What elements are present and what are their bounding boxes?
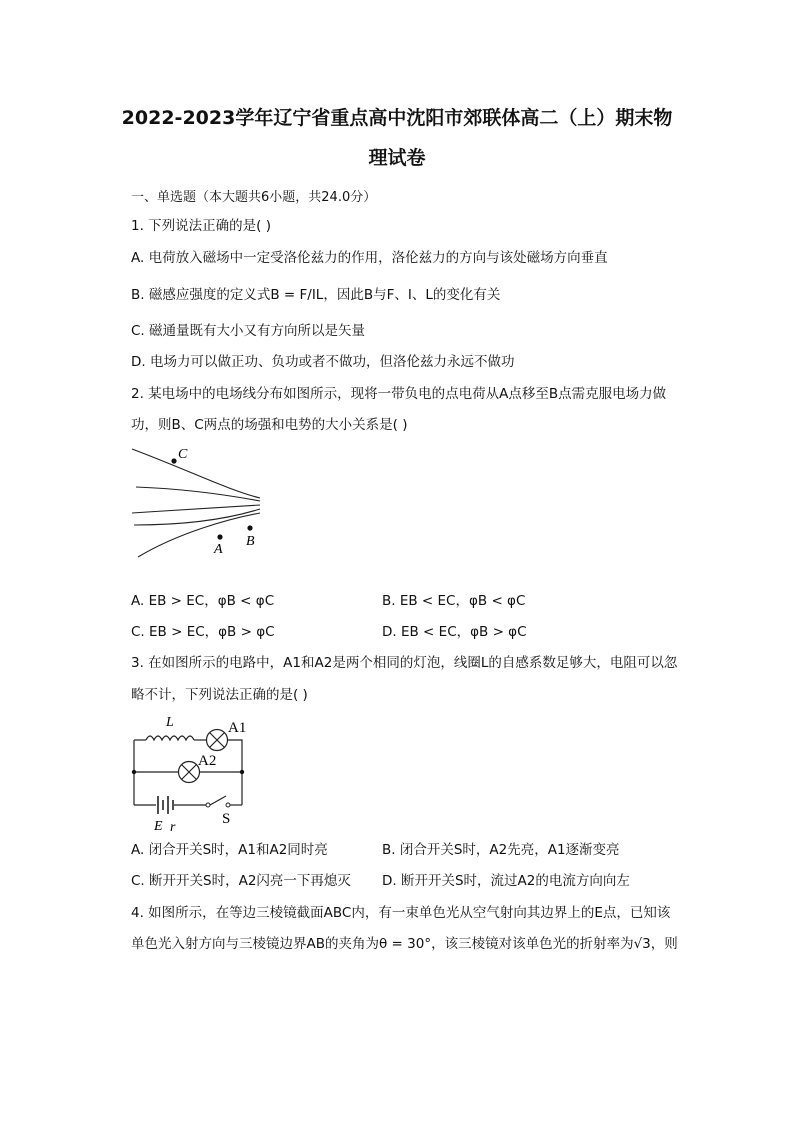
exam-title-line1: 2022-2023学年辽宁省重点高中沈阳市郊联体高二（上）期末物: [121, 107, 673, 129]
point-b-marker: [247, 525, 252, 530]
lamp-a2-label: A2: [198, 753, 217, 769]
q2-option-a: A. EB > EC，φB < φC: [131, 593, 275, 609]
lamp-a1-label: A1: [228, 720, 247, 736]
electric-field-lines-figure: [128, 445, 268, 580]
point-b-label: B: [246, 534, 255, 549]
q1-option-d: D. 电场力可以做正功、负功或者不做功，但洛伦兹力永远不做功: [131, 354, 515, 370]
switch-blade: [210, 796, 226, 805]
q1-option-c: C. 磁通量既有大小又有方向所以是矢量: [131, 323, 366, 339]
field-line: [132, 449, 260, 498]
point-c-label: C: [178, 447, 188, 462]
q3-option-a: A. 闭合开关S时，A1和A2同时亮: [131, 842, 328, 858]
field-line: [136, 487, 260, 501]
point-c-marker: [171, 458, 176, 463]
q1-option-a: A. 电荷放入磁场中一定受洛伦兹力的作用，洛伦兹力的方向与该处磁场方向垂直: [131, 250, 608, 266]
point-a-marker: [217, 534, 222, 539]
q3-option-b: B. 闭合开关S时，A2先亮，A1逐渐变亮: [382, 842, 620, 858]
field-line: [132, 505, 260, 513]
q1-stem: 1. 下列说法正确的是( ): [131, 218, 271, 234]
internal-resistance-label: r: [170, 820, 176, 835]
inductor-coil: [146, 736, 194, 740]
inductor-label: L: [166, 715, 174, 730]
emf-label: E: [154, 819, 163, 834]
section-heading: 一、单选题（本大题共6小题，共24.0分）: [131, 190, 377, 205]
q3-stem-line1: 3. 在如图所示的电路中，A1和A2是两个相同的灯泡，线圈L的自感系数足够大，电阻可以忽: [131, 655, 678, 671]
q1-option-b: B. 磁感应强度的定义式B = F/IL，因此B与F、I、L的变化有关: [131, 287, 501, 303]
q3-option-d: D. 断开开关S时，流过A2的电流方向向左: [382, 873, 630, 889]
switch-label: S: [222, 811, 231, 827]
q2-option-c: C. EB > EC，φB > φC: [131, 624, 275, 640]
field-line: [138, 513, 260, 557]
q3-stem-line2: 略不计，下列说法正确的是( ): [131, 687, 308, 703]
q2-option-b: B. EB < EC，φB < φC: [382, 593, 526, 609]
exam-title-line2: 理试卷: [368, 147, 426, 169]
q2-stem-line1: 2. 某电场中的电场线分布如图所示，现将一带负电的点电荷从A点移至B点需克服电场力做: [131, 386, 667, 402]
q2-stem-line2: 功，则B、C两点的场强和电势的大小关系是( ): [131, 417, 408, 433]
q4-stem-line1: 4. 如图所示，在等边三棱镜截面ABC内，有一束单色光从空气射向其边界上的E点，已知该: [131, 905, 671, 921]
q2-option-d: D. EB < EC，φB > φC: [382, 624, 527, 640]
q4-stem-line2: 单色光入射方向与三棱镜边界AB的夹角为θ = 30°，该三棱镜对该单色光的折射率为√3，则: [131, 936, 678, 952]
point-a-label: A: [214, 542, 223, 557]
circuit-diagram-figure: [128, 712, 258, 835]
q3-option-c: C. 断开开关S时，A2闪亮一下再熄灭: [131, 873, 351, 889]
